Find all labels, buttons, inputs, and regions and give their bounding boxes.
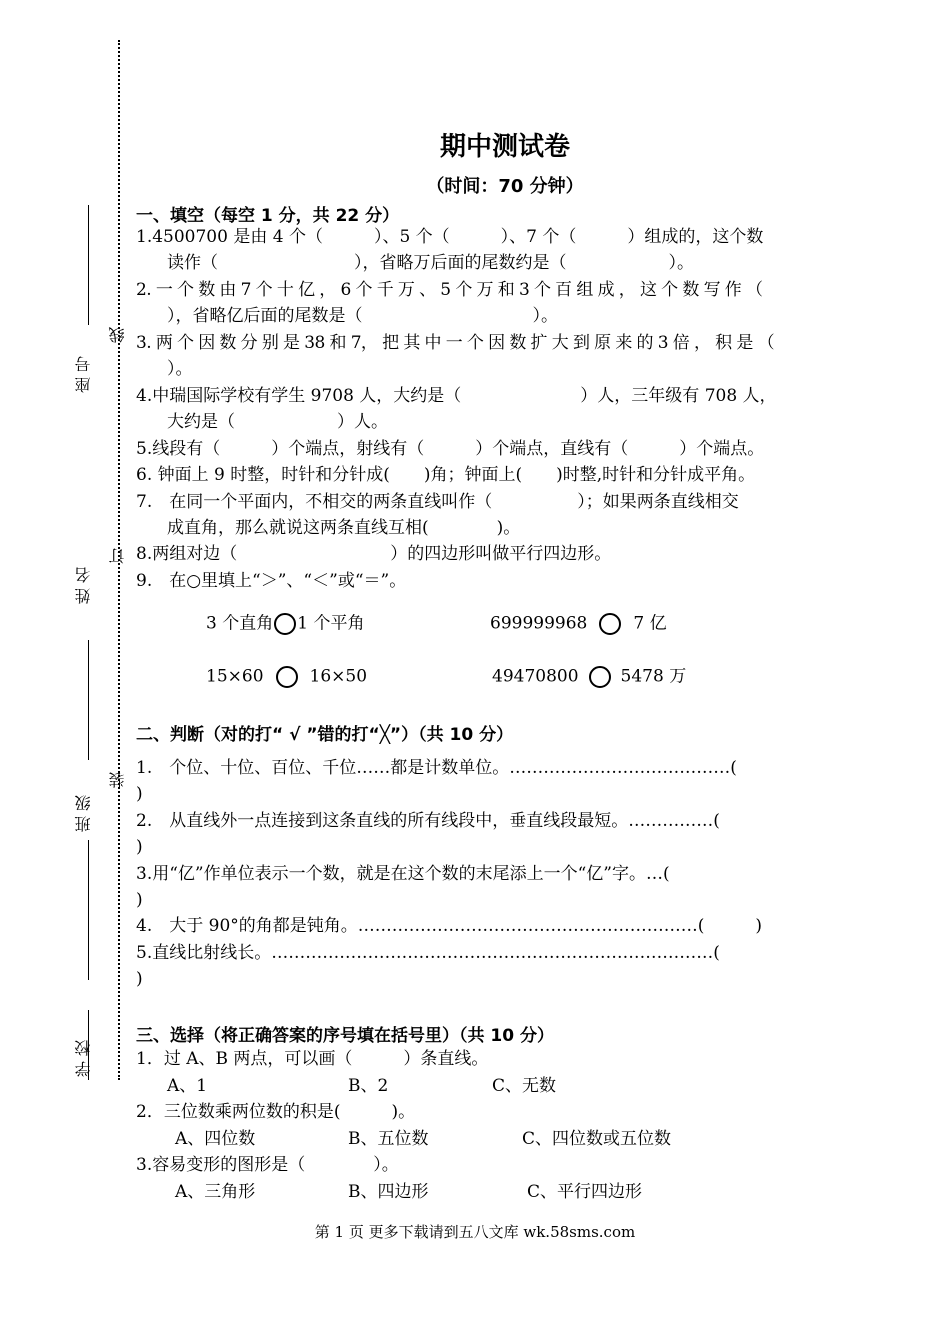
section1-line: ）。 xyxy=(167,359,193,379)
binding-char-zhuang: 装 xyxy=(108,772,127,788)
compare-item xyxy=(492,666,686,688)
name-label: 姓 名 xyxy=(74,567,93,605)
section1-line: ），省略亿后面的尾数是（ ）。 xyxy=(167,306,558,326)
compare-circle[interactable] xyxy=(599,613,621,635)
judge-line: ) xyxy=(136,837,143,857)
compare-left: 699999968 xyxy=(490,613,588,634)
choice-option: A、三角形 xyxy=(175,1182,256,1202)
choice-option: B、四边形 xyxy=(348,1182,429,1202)
choice-option: B、五位数 xyxy=(348,1129,429,1149)
section1-line: 3. 两 个 因 数 分 别 是 38 和 7， 把 其 中 一 个 因 数 扩 大 到 原 来 的 3 倍 ， 积 是 （ xyxy=(136,333,774,353)
section1-line: 4.中瑞国际学校有学生 9708 人，大约是（ ）人，三年级有 708 人， xyxy=(136,386,777,406)
choice-question: 3.容易变形的图形是（ ）。 xyxy=(136,1155,399,1175)
judge-line: 1. 个位、十位、百位、千位……都是计数单位。…………………………………( xyxy=(136,758,737,778)
page-title: 期中测试卷 xyxy=(439,132,570,162)
seat-label: 座 号 xyxy=(74,356,93,394)
compare-left: 49470800 xyxy=(492,666,579,687)
school-label: 学 校 xyxy=(74,1040,93,1078)
name-underline xyxy=(88,640,89,760)
judge-line: 4. 大于 90°的角都是钝角。……………………………………………………( ) xyxy=(136,916,763,936)
judge-line: ) xyxy=(136,969,143,989)
compare-left: 3 个直角 xyxy=(206,613,274,634)
section1-line: 1.4500700 是由 4 个（ ）、5 个（ ）、7 个（ ）组成的，这个数 xyxy=(136,227,764,247)
section1-line: 8.两组对边（ ）的四边形叫做平行四边形。 xyxy=(136,544,612,564)
choice-question: 1．过 A、B 两点，可以画（ ）条直线。 xyxy=(136,1049,489,1069)
compare-right: 1 个平角 xyxy=(297,613,365,634)
choice-option: C、无数 xyxy=(492,1076,557,1096)
section1-line: 大约是（ ）人。 xyxy=(167,412,388,432)
choice-option: B、2 xyxy=(348,1076,389,1096)
choice-option: A、四位数 xyxy=(175,1129,256,1149)
compare-circle[interactable] xyxy=(589,666,611,688)
section1-line: 7. 在同一个平面内，不相交的两条直线叫作（ ）；如果两条直线相交 xyxy=(136,492,739,512)
choice-option: C、平行四边形 xyxy=(527,1182,643,1202)
section1-line: 2. 一 个 数 由 7 个 十 亿 ， 6 个 千 万 、 5 个 万 和 3 个 百 组 成 ， 这 个 数 写 作 （ xyxy=(136,280,763,300)
section1-line: 9. 在○里填上“＞”、“＜”或“＝”。 xyxy=(136,571,407,591)
compare-circle[interactable] xyxy=(274,613,296,635)
judge-line: 2. 从直线外一点连接到这条直线的所有线段中，垂直线段最短。……………( xyxy=(136,811,720,831)
binding-char-ding: 订 xyxy=(108,548,127,564)
compare-left: 15×60 xyxy=(206,666,264,687)
judge-line: 5.直线比射线长。……………………………………………………………………( xyxy=(136,943,720,963)
compare-right: 7 亿 xyxy=(633,613,667,634)
section1-line: 6. 钟面上 9 时整，时针和分针成( )角；钟面上( )时整,时针和分针成平角。 xyxy=(136,465,756,485)
compare-right: 5478 万 xyxy=(620,666,687,687)
class-underline xyxy=(88,840,89,980)
choice-option: C、四位数或五位数 xyxy=(522,1129,672,1149)
judge-line: ) xyxy=(136,784,143,804)
judge-line: 3.用“亿”作单位表示一个数，就是在这个数的末尾添上一个“亿”字。…( xyxy=(136,864,670,884)
choice-question: 2．三位数乘两位数的积是( )。 xyxy=(136,1102,416,1122)
judge-line: ) xyxy=(136,890,143,910)
section2-heading: 二、判断（对的打“ √ ”错的打“╳”）（共 10 分） xyxy=(136,725,514,745)
compare-circle[interactable] xyxy=(276,666,298,688)
compare-item xyxy=(490,613,667,635)
compare-item xyxy=(206,666,367,688)
section1-line: 读作（ ），省略万后面的尾数约是（ ）。 xyxy=(167,253,694,273)
section1-heading: 一、填空（每空 1 分，共 22 分） xyxy=(136,206,400,226)
section1-line: 5.线段有（ ）个端点，射线有（ ）个端点，直线有（ ）个端点。 xyxy=(136,439,765,459)
binding-char-xian: 线 xyxy=(108,327,127,343)
section3-heading: 三、选择（将正确答案的序号填在括号里）（共 10 分） xyxy=(136,1026,554,1046)
page-subtitle: （时间：70 分钟） xyxy=(426,176,584,197)
compare-right: 16×50 xyxy=(309,666,368,687)
choice-option: A、1 xyxy=(167,1076,208,1096)
compare-item xyxy=(206,613,364,635)
class-label: 班 级 xyxy=(74,795,93,833)
page-footer: 第 1 页 更多下载请到五八文库 wk.58sms.com xyxy=(314,1223,636,1241)
section1-line: 成直角，那么就说这两条直线互相( )。 xyxy=(167,518,521,538)
seat-underline xyxy=(88,205,89,325)
